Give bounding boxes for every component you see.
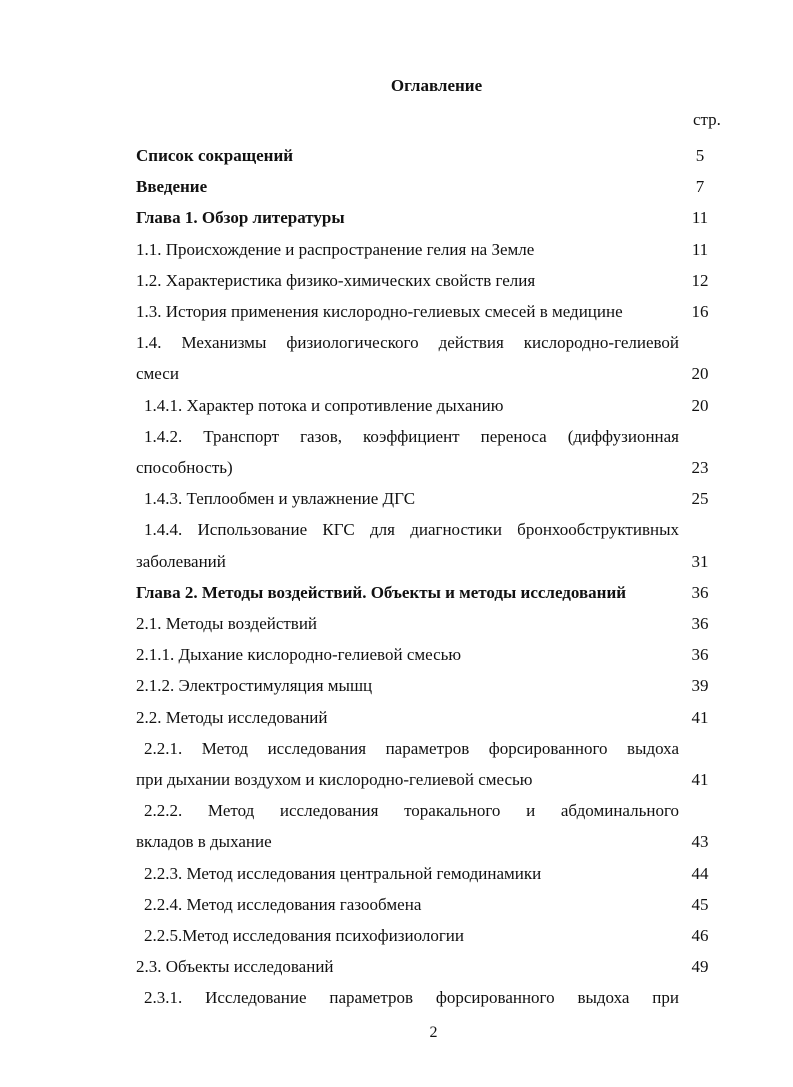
toc-entry-text: 1.4.1. Характер потока и сопротивление дыханию bbox=[144, 395, 504, 415]
toc-entry-text: способность) bbox=[136, 458, 233, 478]
toc-entry bbox=[136, 795, 721, 826]
toc-entry-text: 1.2. Характеристика физико-химических свойств гелия bbox=[136, 270, 536, 290]
toc-entry bbox=[136, 265, 721, 296]
toc-entry bbox=[136, 140, 721, 171]
toc-entry-text: 1.4.4. Использование КГС для диагностики бронхообструктивных bbox=[144, 520, 679, 540]
toc-entry bbox=[136, 826, 721, 857]
toc-entry-text: 2.1.1. Дыхание кислородно-гелиевой смесью bbox=[136, 645, 462, 665]
toc-entry-text: Глава 1. Обзор литературы bbox=[136, 208, 345, 228]
toc-entry-text: 1.1. Происхождение и распространение гелия на Земле bbox=[136, 239, 535, 259]
toc-entry bbox=[136, 546, 721, 577]
toc-entry bbox=[136, 421, 721, 452]
toc-entry-page: 23 bbox=[691, 458, 709, 478]
toc-entry-text: Глава 2. Методы воздействий. Объекты и методы исследований bbox=[136, 582, 627, 602]
toc-entry-page: 43 bbox=[691, 832, 709, 852]
toc-entry bbox=[136, 858, 721, 889]
toc-entry-text: 2.1. Методы воздействий bbox=[136, 614, 318, 634]
toc-entry bbox=[136, 639, 721, 670]
toc-entry-text: 2.3. Объекты исследований bbox=[136, 957, 334, 977]
toc-entry bbox=[136, 327, 721, 358]
toc-entry-page: 45 bbox=[691, 894, 709, 914]
toc-entry-page: 11 bbox=[691, 208, 709, 228]
toc-entry-page: 12 bbox=[691, 270, 709, 290]
toc-entry bbox=[136, 390, 721, 421]
toc-entry bbox=[136, 296, 721, 327]
toc-entry-page: 25 bbox=[691, 489, 709, 509]
toc-entry-text: смеси bbox=[136, 364, 179, 384]
toc-entry-page: 20 bbox=[691, 395, 709, 415]
toc-entry-text: 2.3.1. Исследование параметров форсированного выдоха при bbox=[144, 988, 679, 1008]
toc-entry-text: 2.2.5.Метод исследования психофизиологии bbox=[144, 926, 465, 946]
toc-entry-page: 20 bbox=[691, 364, 709, 384]
toc-entry-text: 2.2.4. Метод исследования газообмена bbox=[144, 894, 422, 914]
toc-entry-page: 39 bbox=[691, 676, 709, 696]
toc-entry-text: 1.3. История применения кислородно-гелиевых смесей в медицине bbox=[136, 302, 623, 322]
toc-entry-page: 5 bbox=[695, 146, 705, 165]
toc-entry-page: 11 bbox=[691, 239, 709, 259]
toc-entry-page: 16 bbox=[691, 302, 709, 322]
toc-entry-text: 1.4.3. Теплообмен и увлажнение ДГС bbox=[144, 489, 416, 509]
toc-entry-text: 2.2.2. Метод исследования торакального и абдоминального bbox=[144, 801, 679, 821]
toc-entry bbox=[136, 171, 721, 202]
toc-entry-page: 31 bbox=[691, 551, 709, 571]
toc-entry-page: 44 bbox=[691, 863, 709, 883]
toc-entry-text: заболеваний bbox=[136, 551, 226, 571]
toc-entry-text: 2.2. Методы исследований bbox=[136, 707, 328, 727]
toc-entry-text: 1.4.2. Транспорт газов, коэффициент переноса (диффузионная bbox=[144, 426, 679, 446]
toc-entry bbox=[136, 234, 721, 265]
toc-entry bbox=[136, 514, 721, 545]
toc-entry-page: 41 bbox=[691, 707, 709, 727]
toc-entry-text: при дыхании воздухом и кислородно-гелиевой смесью bbox=[136, 770, 533, 790]
toc-entry bbox=[136, 202, 721, 233]
toc-entry bbox=[136, 608, 721, 639]
toc-entry-page: 7 bbox=[695, 177, 705, 197]
toc-entry-page: 41 bbox=[691, 770, 709, 790]
toc-entry bbox=[136, 764, 721, 795]
toc-entry-text: Список сокращений bbox=[136, 146, 294, 165]
toc-entry-text: 2.1.2. Электростимуляция мышц bbox=[136, 676, 373, 696]
page-number: 2 bbox=[429, 1024, 438, 1041]
toc-entry bbox=[136, 982, 721, 1013]
toc-entry-page: 46 bbox=[691, 926, 709, 946]
toc-entry bbox=[136, 951, 721, 982]
toc-entry bbox=[136, 483, 721, 514]
toc-entry bbox=[136, 452, 721, 483]
toc-entry bbox=[136, 702, 721, 733]
toc-entry bbox=[136, 733, 721, 764]
toc-entry-text: 2.2.3. Метод исследования центральной гемодинамики bbox=[144, 863, 542, 883]
toc-entry-page: 36 bbox=[691, 645, 709, 665]
toc-entry-page: 36 bbox=[691, 582, 709, 602]
toc-entry-text: 2.2.1. Метод исследования параметров форсированного выдоха bbox=[144, 738, 679, 758]
toc-entry bbox=[136, 358, 721, 389]
toc-entry bbox=[136, 889, 721, 920]
toc-title: Оглавление bbox=[390, 76, 483, 95]
toc-entry-page: 49 bbox=[691, 957, 709, 977]
toc-entry-text: вкладов в дыхание bbox=[136, 832, 272, 852]
toc-entry-page: 36 bbox=[691, 614, 709, 634]
toc-entry bbox=[136, 670, 721, 701]
toc-entry-text: 1.4. Механизмы физиологического действия кислородно-гелиевой bbox=[136, 333, 679, 353]
page-column-label: стр. bbox=[693, 110, 721, 129]
toc-entry bbox=[136, 577, 721, 608]
table-of-contents bbox=[136, 140, 721, 1014]
toc-entry-text: Введение bbox=[136, 177, 208, 197]
toc-entry bbox=[136, 920, 721, 951]
